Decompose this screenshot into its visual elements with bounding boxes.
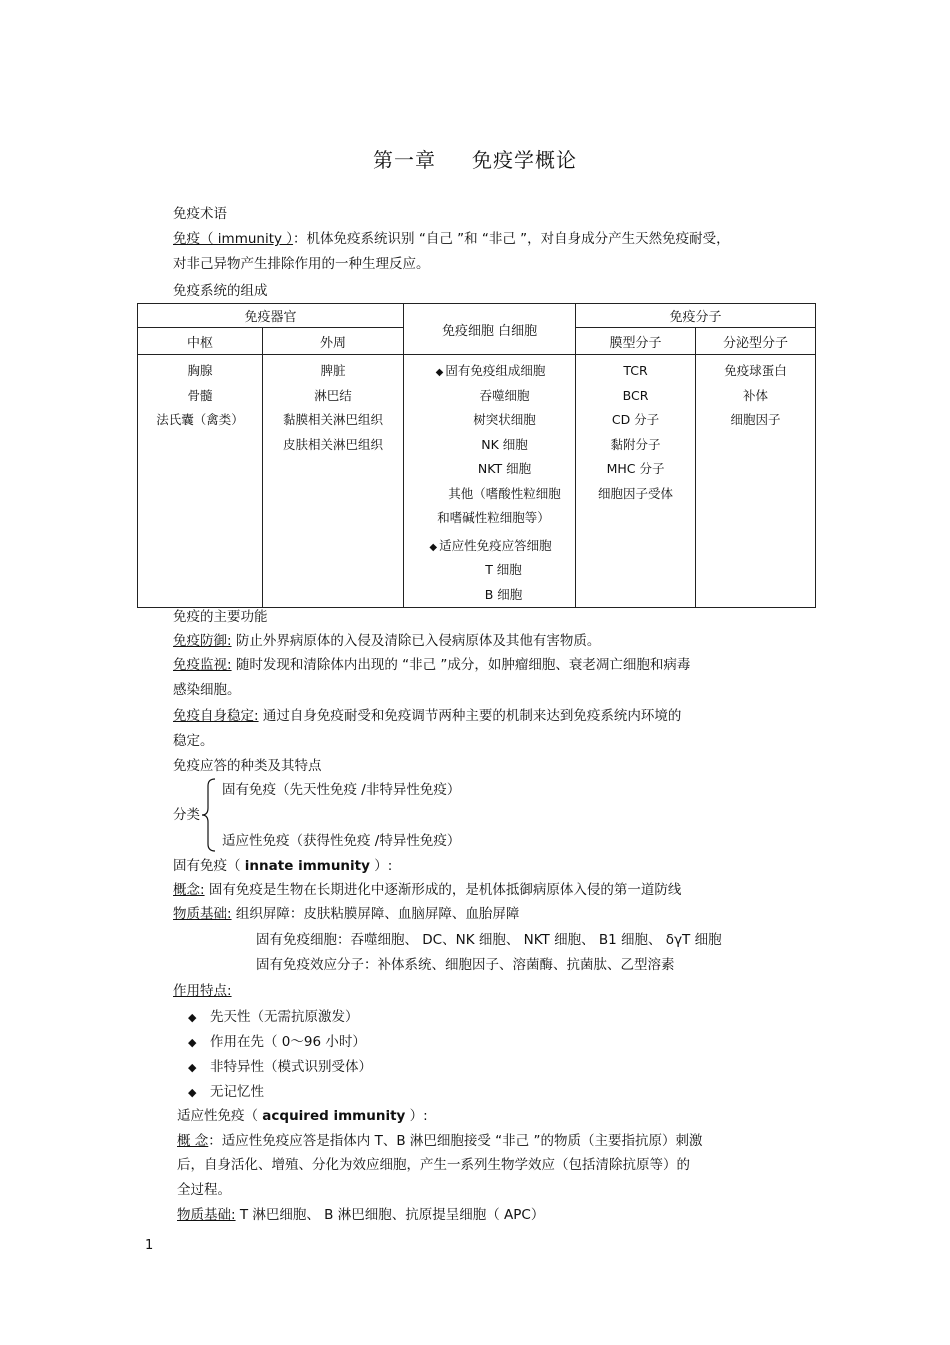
heading-terms: 免疫术语	[173, 206, 227, 222]
diamond-bullet-icon: ◆	[188, 1061, 197, 1074]
immune-system-table	[137, 303, 816, 608]
list-item: ◆ 非特异性（模式识别受体）	[188, 1059, 372, 1075]
adaptive-concept-cont: 后，自身活化、增殖、分化为效应细胞，产生一系列生物学效应（包括清除抗原等）的	[177, 1157, 690, 1173]
innate-basis-molecules: 固有免疫效应分子：补体系统、细胞因子、溶菌酶、抗菌肽、乙型溶素	[256, 957, 675, 973]
diamond-bullet-icon: ◆	[188, 1036, 197, 1049]
chapter-number: 第一章	[373, 148, 436, 172]
cell-immune-cells: ◆ 固有免疫组成细胞 吞噬细胞 树突状细胞 NK 细胞 NKT 细胞 其他（嗜酸性粒细胞 和嗜碱性粒细胞等） ◆ 适应性免疫应答细胞 T 细胞 B 细胞	[404, 355, 576, 608]
innate-concept: 概念: 固有免疫是生物在长期进化中逐渐形成的，是机体抵御病原体入侵的第一道防线	[173, 882, 682, 898]
heading-response-types: 免疫应答的种类及其特点	[173, 758, 322, 774]
adaptive-concept: 概 念：适应性免疫应答是指体内 T、B 淋巴细胞接受 “非己 ”的物质（主要指抗原）刺激	[177, 1133, 703, 1149]
chapter-title	[0, 144, 950, 173]
innate-basis: 物质基础: 组织屏障：皮肤粘膜屏障、血脑屏障、血胎屏障	[173, 906, 520, 922]
diamond-bullet-icon: ◆	[188, 1086, 197, 1099]
innate-basis-cells: 固有免疫细胞：吞噬细胞、 DC、NK 细胞、 NKT 细胞、 B1 细胞、 δγT 细胞	[256, 932, 722, 948]
header-peripheral: 外周	[263, 328, 404, 355]
cell-secreted-molecules: 免疫球蛋白 补体 细胞因子	[696, 355, 816, 608]
classification-label: 分类	[173, 807, 200, 823]
function-defense: 免疫防御: 防止外界病原体的入侵及清除已入侵病原体及其他有害物质。	[173, 633, 601, 649]
header-secreted: 分泌型分子	[696, 328, 816, 355]
adaptive-type-line: 适应性免疫（获得性免疫 /特异性免疫）	[222, 833, 461, 849]
header-molecules: 免疫分子	[576, 304, 816, 328]
function-surveillance-cont: 感染细胞。	[173, 682, 241, 698]
list-item: ◆ 先天性（无需抗原激发）	[188, 1009, 359, 1025]
cell-peripheral-organs: 脾脏 淋巴结 黏膜相关淋巴组织 皮肤相关淋巴组织	[263, 355, 404, 608]
cell-central-organs: 胸腺 骨髓 法氏囊（禽类）	[138, 355, 263, 608]
curly-brace-icon	[201, 778, 217, 852]
diamond-icon: ◆	[429, 541, 438, 553]
chapter-name: 免疫学概论	[472, 148, 577, 172]
function-surveillance: 免疫监视: 随时发现和清除体内出现的 “非己 ”成分，如肿瘤细胞、衰老凋亡细胞和病毒	[173, 657, 691, 673]
list-item: ◆ 无记忆性	[188, 1084, 264, 1100]
heading-functions: 免疫的主要功能	[173, 609, 268, 625]
header-membrane: 膜型分子	[576, 328, 696, 355]
diamond-bullet-icon: ◆	[188, 1011, 197, 1024]
list-item: ◆ 作用在先（ 0～96 小时）	[188, 1034, 366, 1050]
adaptive-concept-cont2: 全过程。	[177, 1182, 231, 1198]
diamond-icon: ◆	[435, 367, 444, 378]
cell-membrane-molecules: TCR BCR CD 分子 黏附分子 MHC 分子 细胞因子受体	[576, 355, 696, 608]
adaptive-heading: 适应性免疫（ acquired immunity ）:	[177, 1108, 428, 1124]
function-homeostasis: 免疫自身稳定: 通过自身免疫耐受和免疫调节两种主要的机制来达到免疫系统内环境的	[173, 708, 682, 724]
header-central: 中枢	[138, 328, 263, 355]
innate-heading: 固有免疫（ innate immunity ）:	[173, 858, 393, 874]
immunity-definition-cont: 对非己异物产生排除作用的一种生理反应。	[173, 256, 430, 272]
immunity-definition: 免疫（ immunity ）：机体免疫系统识别 “自己 ”和 “非己 ”，对自身成分产生天然免疫耐受，	[173, 231, 730, 247]
header-organs: 免疫器官	[138, 304, 404, 328]
page-number: 1	[145, 1238, 154, 1253]
header-cells: 免疫细胞 白细胞	[404, 304, 576, 355]
innate-features-heading: 作用特点:	[173, 983, 232, 999]
function-homeostasis-cont: 稳定。	[173, 733, 214, 749]
immunity-term: 免疫（ immunity ）	[173, 231, 294, 247]
heading-composition: 免疫系统的组成	[173, 283, 268, 299]
innate-type-line: 固有免疫（先天性免疫 /非特异性免疫）	[222, 782, 461, 798]
adaptive-basis: 物质基础: T 淋巴细胞、 B 淋巴细胞、抗原提呈细胞（ APC）	[177, 1207, 545, 1223]
